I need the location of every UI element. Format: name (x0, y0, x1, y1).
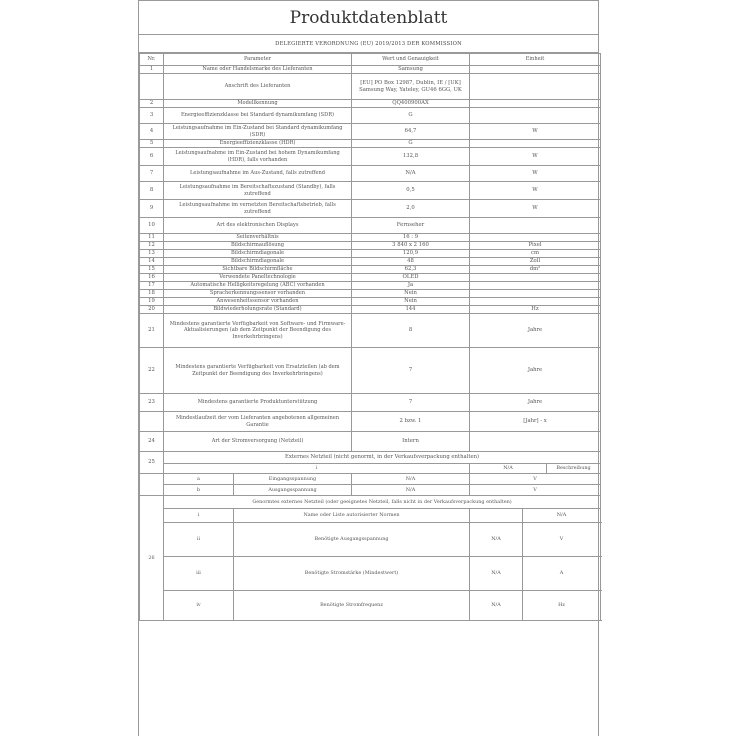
row-parameter: Leistungsaufnahme im Ein-Zustand bei hohem Dynamikumfang (HDR), falls vorhanden (164, 148, 352, 166)
section26-row (140, 591, 601, 621)
table-row (140, 242, 601, 250)
table-row (140, 218, 601, 234)
row-unit: Zoll (470, 258, 601, 266)
table-row (140, 250, 601, 258)
table-row (140, 166, 601, 182)
row-parameter: Leistungsaufnahme im Ein-Zustand bei Standard dynamikumfang (SDR) (164, 124, 352, 140)
row-unit: W (470, 200, 601, 218)
row-parameter: Bildschirmdiagonale (164, 258, 352, 266)
section25-index: a (164, 474, 234, 485)
table-row (140, 282, 601, 290)
row-unit (470, 66, 601, 74)
row-number (140, 74, 164, 100)
table-row (140, 306, 601, 314)
row-unit: Jahre (470, 348, 601, 394)
row-value: 62,3 (352, 266, 470, 274)
table-row (140, 66, 601, 74)
table-row (140, 298, 601, 306)
table-row (140, 290, 601, 298)
table-row (140, 74, 601, 100)
row-parameter: Mindestlaufzeit der vom Lieferanten angebotenen allgemeinen Garantie (164, 412, 352, 432)
regulation-subtitle: DELEGIERTE VERORDNUNG (EU) 2019/2013 DER KOMMISSION (139, 35, 598, 53)
section26-value (470, 509, 523, 523)
row-parameter: Art der Stromversorgung (Netzteil) (164, 432, 352, 452)
row-number: 16 (140, 274, 164, 282)
row-parameter: Art des elektronischen Displays (164, 218, 352, 234)
section26-row (140, 509, 601, 523)
row-number: 19 (140, 298, 164, 306)
table-row (140, 432, 601, 452)
table-row (140, 258, 601, 266)
section25-col-i: i (164, 464, 470, 474)
section25-parameter: Ausgangsspannung (234, 485, 352, 496)
table-row (140, 394, 601, 412)
section26-value: N/A (470, 523, 523, 557)
row-unit: W (470, 182, 601, 200)
row-value: 132,8 (352, 148, 470, 166)
row-unit (470, 108, 601, 124)
row-parameter: Mindestens garantierte Produktunterstützung (164, 394, 352, 412)
section26-number: 26 (140, 496, 164, 621)
row-number: 2 (140, 100, 164, 108)
row-value: 64,7 (352, 124, 470, 140)
table-row (140, 108, 601, 124)
section25-value: N/A (352, 474, 470, 485)
row-parameter: Bildschirmauflösung (164, 242, 352, 250)
row-unit (470, 298, 601, 306)
section26-index: ii (164, 523, 234, 557)
row-number: 8 (140, 182, 164, 200)
row-value: 120,9 (352, 250, 470, 258)
row-unit (470, 234, 601, 242)
row-unit (470, 74, 601, 100)
section26-unit: A (523, 557, 601, 591)
row-number: 21 (140, 314, 164, 348)
table-row (140, 100, 601, 108)
row-value: OLED (352, 274, 470, 282)
row-number: 18 (140, 290, 164, 298)
row-value: Ja (352, 282, 470, 290)
row-number: 14 (140, 258, 164, 266)
row-unit (470, 140, 601, 148)
section25-index: b (164, 485, 234, 496)
row-number: 13 (140, 250, 164, 258)
section25-row (140, 485, 601, 496)
row-number: 17 (140, 282, 164, 290)
row-unit: cm (470, 250, 601, 258)
section26-unit: Hz (523, 591, 601, 621)
section26-index: iii (164, 557, 234, 591)
row-number: 7 (140, 166, 164, 182)
row-number: 23 (140, 394, 164, 412)
header-parameter: Parameter (164, 54, 352, 66)
table-row (140, 348, 601, 394)
row-parameter: Leistungsaufnahme im Bereitschaftszustand (Standby), falls zutreffend (164, 182, 352, 200)
table-row (140, 124, 601, 140)
section26-parameter: Benötigte Ausgangsspannung (234, 523, 470, 557)
row-value: 2 bzw. 1 (352, 412, 470, 432)
row-unit (470, 100, 601, 108)
section26-row (140, 557, 601, 591)
section26-index: i (164, 509, 234, 523)
section25-number: 25 (140, 452, 164, 474)
row-number: 4 (140, 124, 164, 140)
row-value: [EU] PO Box 12987, Dublin, IE / [UK] Samsung Way, Yateley, GU46 6GG, UK (352, 74, 470, 100)
row-unit: dm² (470, 266, 601, 274)
row-number (140, 412, 164, 432)
row-number: 11 (140, 234, 164, 242)
row-value: 144 (352, 306, 470, 314)
row-parameter: Energieeffizienzklasse bei Standard dynamikumfang (SDR) (164, 108, 352, 124)
section26-title-row (140, 496, 601, 509)
table-row (140, 274, 601, 282)
row-number: 22 (140, 348, 164, 394)
table-row (140, 140, 601, 148)
row-parameter: Anschrift des Lieferanten (164, 74, 352, 100)
row-unit: W (470, 166, 601, 182)
table-row (140, 148, 601, 166)
row-value: 2,0 (352, 200, 470, 218)
row-parameter: Mindestens garantierte Verfügbarkeit von Ersatzteilen (ab dem Zeitpunkt der Beendigung des Inverkehrbringens) (164, 348, 352, 394)
section25-value: N/A (352, 485, 470, 496)
row-value: 0,5 (352, 182, 470, 200)
section26-row (140, 523, 601, 557)
row-number: 1 (140, 66, 164, 74)
row-unit: Pixel (470, 242, 601, 250)
table-row (140, 266, 601, 274)
row-value: 48 (352, 258, 470, 266)
row-value: N/A (352, 166, 470, 182)
section25-unit: V (470, 485, 601, 496)
row-parameter: Leistungsaufnahme im Aus-Zustand, falls zutreffend (164, 166, 352, 182)
row-unit: W (470, 148, 601, 166)
section25-col-desc: Beschreibung (547, 464, 601, 474)
header-value: Wert und Genauigkeit (352, 54, 470, 66)
section25-title-row (140, 452, 601, 464)
row-unit (470, 432, 601, 452)
row-value: 16 : 9 (352, 234, 470, 242)
row-value: Fernseher (352, 218, 470, 234)
row-unit (470, 274, 601, 282)
row-value: 7 (352, 394, 470, 412)
section25-row (140, 474, 601, 485)
table-row (140, 182, 601, 200)
row-parameter: Bildschirmdiagonale (164, 250, 352, 258)
row-value: G (352, 140, 470, 148)
row-value: QQ400900AX (352, 100, 470, 108)
row-value: Nein (352, 290, 470, 298)
row-parameter: Modellkennung (164, 100, 352, 108)
row-unit: [Jahr] - x (470, 412, 601, 432)
row-parameter: Sichtbare Bildschirmfläche (164, 266, 352, 274)
page-title: Produktdatenblatt (139, 1, 598, 35)
row-unit: W (470, 124, 601, 140)
section25-unit: V (470, 474, 601, 485)
section26-value: N/A (470, 591, 523, 621)
row-parameter: Mindestens garantierte Verfügbarkeit von Software- und Firmware-Aktualisierungen (ab dem Zeitpunkt der Beendigung des Inverkehrbringens) (164, 314, 352, 348)
row-parameter: Spracherkennungssensor vorhanden (164, 290, 352, 298)
section26-parameter: Benötigte Stromstärke (Mindestwert) (234, 557, 470, 591)
section25-blank (140, 474, 164, 496)
row-unit: Hz (470, 306, 601, 314)
row-unit: Jahre (470, 314, 601, 348)
row-value: 8 (352, 314, 470, 348)
row-parameter: Leistungsaufnahme im vernetzten Bereitschaftsbetrieb, falls zutreffend (164, 200, 352, 218)
row-value: Nein (352, 298, 470, 306)
row-parameter: Automatische Helligkeitsregelung (ABC) vorhanden (164, 282, 352, 290)
row-value: 7 (352, 348, 470, 394)
row-number: 10 (140, 218, 164, 234)
section26-parameter: Name oder Liste autorisierter Normen (234, 509, 470, 523)
row-value: G (352, 108, 470, 124)
section26-unit: N/A (523, 509, 601, 523)
section26-unit: V (523, 523, 601, 557)
row-value: Samsung (352, 66, 470, 74)
row-parameter: Anwesenheitssensor vorhanden (164, 298, 352, 306)
section26-value: N/A (470, 557, 523, 591)
row-parameter: Energieeffizienzklasse (HDR) (164, 140, 352, 148)
row-number: 24 (140, 432, 164, 452)
section26-parameter: Benötigte Stromfrequenz (234, 591, 470, 621)
section25-col-row (140, 464, 601, 474)
section25-col-na: N/A (470, 464, 547, 474)
row-number: 12 (140, 242, 164, 250)
product-datasheet (138, 0, 599, 736)
row-parameter: Name oder Handelsmarke des Lieferanten (164, 66, 352, 74)
row-number: 20 (140, 306, 164, 314)
row-value: Intern (352, 432, 470, 452)
row-parameter: Bildwiederholungsrate (Standard) (164, 306, 352, 314)
table-row (140, 234, 601, 242)
row-number: 9 (140, 200, 164, 218)
header-no: Nr. (140, 54, 164, 66)
section26-index: iv (164, 591, 234, 621)
row-number: 3 (140, 108, 164, 124)
section25-title: Externes Netzteil (nicht genormt, in der Verkaufsverpackung enthalten) (164, 452, 601, 464)
table-header (140, 54, 601, 66)
table-row (140, 314, 601, 348)
row-number: 5 (140, 140, 164, 148)
header-unit: Einheit (470, 54, 601, 66)
row-value: 3 840 x 2 160 (352, 242, 470, 250)
row-number: 6 (140, 148, 164, 166)
section26-title: Genormtes externes Netzteil (oder geeignetes Netzteil, falls nicht in der Verkaufsverpackung enthalten) (164, 496, 601, 509)
table-row (140, 412, 601, 432)
row-parameter: Verwendete Paneltechnologie (164, 274, 352, 282)
section25-parameter: Eingangsspannung (234, 474, 352, 485)
row-unit (470, 218, 601, 234)
row-unit (470, 282, 601, 290)
table-row (140, 200, 601, 218)
row-parameter: Seitenverhältnis (164, 234, 352, 242)
row-unit: Jahre (470, 394, 601, 412)
row-number: 15 (140, 266, 164, 274)
datasheet-table (139, 53, 601, 621)
row-unit (470, 290, 601, 298)
